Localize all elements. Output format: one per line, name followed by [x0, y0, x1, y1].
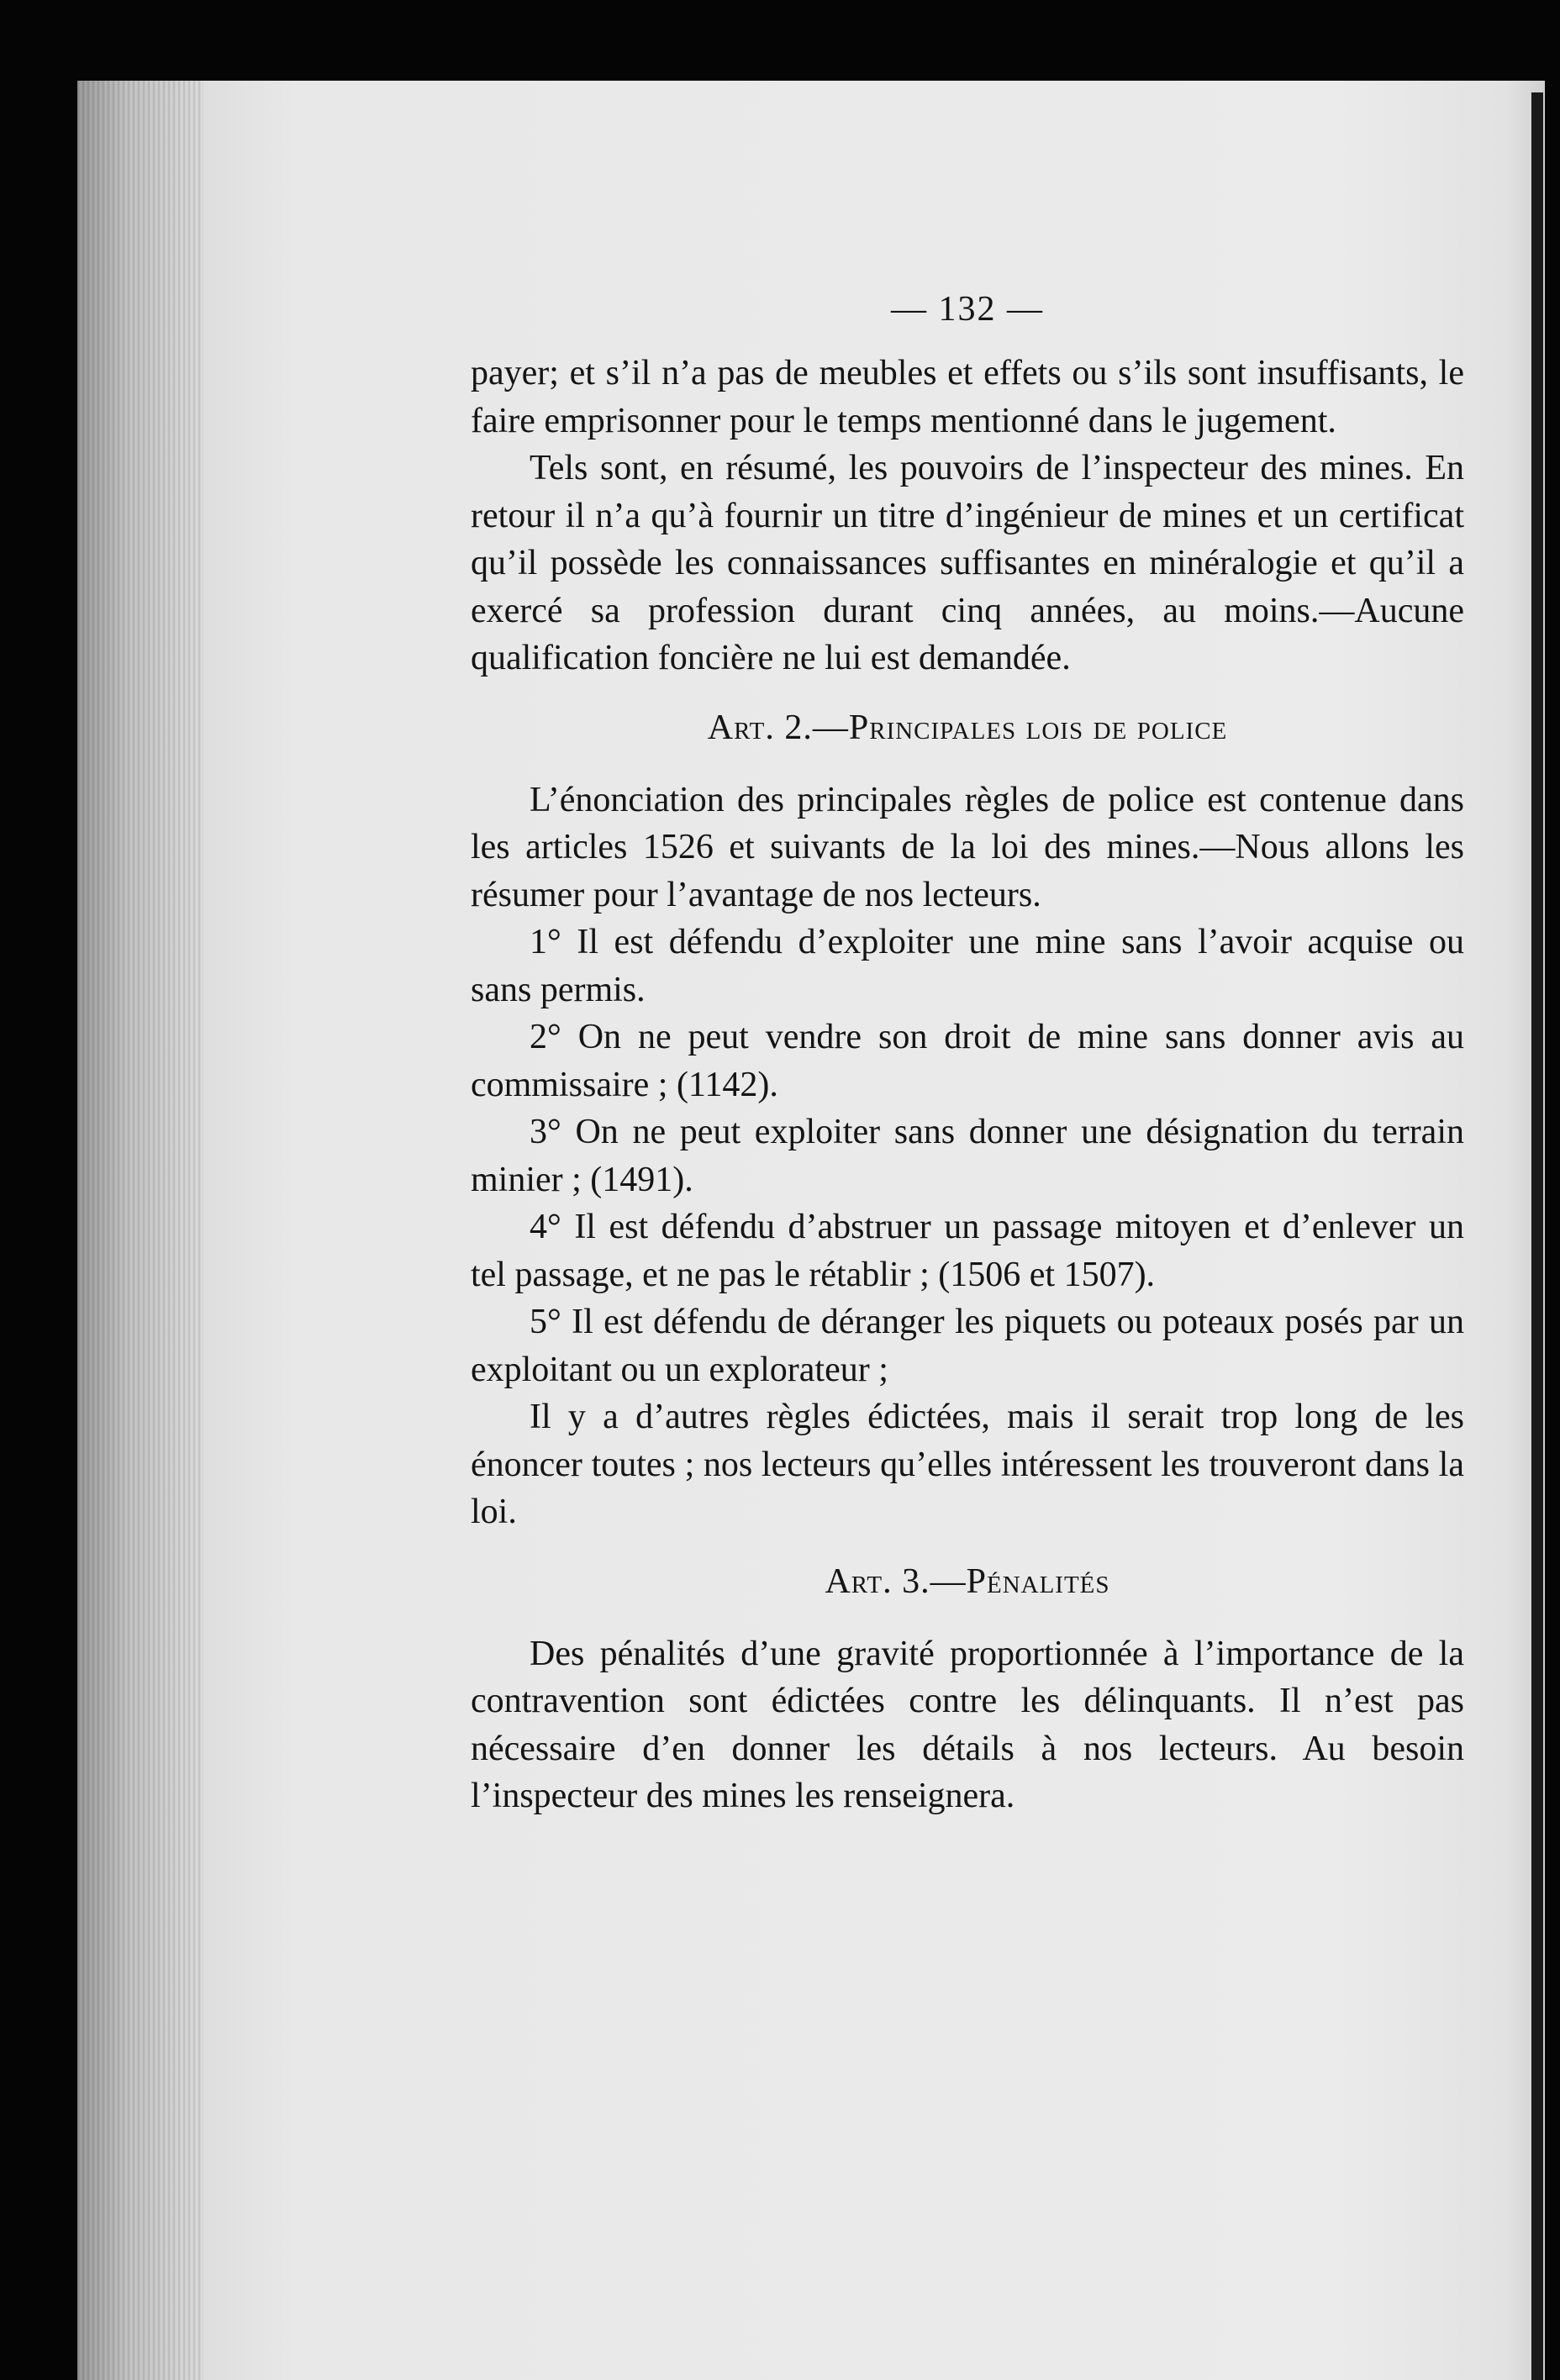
page-right-edge-shadow [1531, 92, 1543, 2380]
paragraph-payer: payer; et s’il n’a pas de meubles et effets ou s’ils sont insuffisants, le faire emprisonner pour le temps mentionné dans le jugement. [471, 354, 1464, 440]
page-number: — 132 — [891, 290, 1044, 329]
paragraph-autres-regles: Il y a d’autres règles édictées, mais il serait trop long de les énoncer toutes ; nos lecteurs qu’elles intéressent les trouveront dans la loi. [471, 1398, 1464, 1531]
rule-item-1: 1° Il est défendu d’exploiter une mine sans l’avoir acquise ou sans permis. [471, 923, 1464, 1009]
paragraph-enonciation: L’énonciation des principales règles de police est contenue dans les articles 1526 et suivants de la loi des mines.—Nous allons les résumer pour l’avantage de nos lecteurs. [471, 780, 1464, 914]
section-heading-art-2: Art. 2.—Principales lois de police [707, 708, 1228, 747]
rule-item-5: 5° Il est défendu de déranger les piquets ou poteaux posés par un exploitant ou un explorateur ; [471, 1303, 1464, 1389]
paragraph-pouvoirs-inspecteur: Tels sont, en résumé, les pouvoirs de l’inspecteur des mines. En retour il n’a qu’à fournir un titre d’ingénieur de mines et un certificat qu’il possède les connaissances suffisantes en minéralogie et qu’il a exercé sa profession durant cinq années, au moins.—Aucune qualification foncière ne lui est demandée. [471, 449, 1464, 677]
rule-item-4: 4° Il est défendu d’abstruer un passage mitoyen et d’enlever un tel passage, et ne pas le rétablir ; (1506 et 1507). [471, 1208, 1464, 1294]
rule-item-3: 3° On ne peut exploiter sans donner une désignation du terrain minier ; (1491). [471, 1113, 1464, 1199]
page-gutter-shadow [77, 81, 203, 2380]
section-heading-art-3: Art. 3.—Pénalités [825, 1561, 1110, 1601]
page-text-block [471, 286, 1464, 1820]
rule-item-2: 2° On ne peut vendre son droit de mine sans donner avis au commissaire ; (1142). [471, 1018, 1464, 1104]
paragraph-penalites: Des pénalités d’une gravité proportionnée à l’importance de la contravention sont édictées contre les délinquants. Il n’est pas nécessaire d’en donner les détails à nos lecteurs. Au besoin l’inspecteur des mines les renseignera. [471, 1634, 1464, 1815]
